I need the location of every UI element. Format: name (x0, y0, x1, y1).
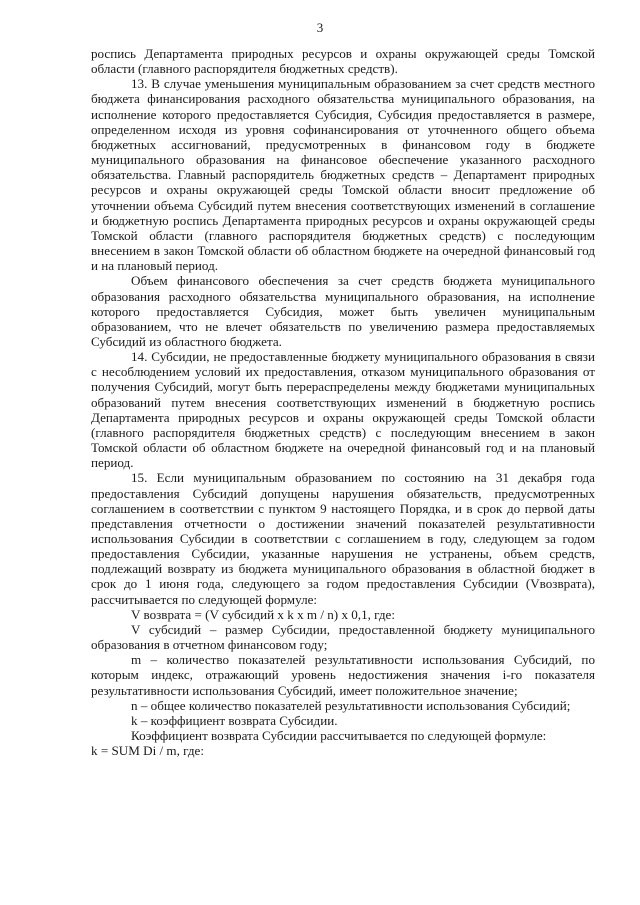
definition-v-subsidies: V субсидий – размер Субсидии, предоставленной бюджету муниципального образования в отчетном финансовом году; (91, 621, 595, 653)
paragraph-14: 14. Субсидии, не предоставленные бюджету муниципального образования в связи с несоблюдением условий их предоставления, отказом муниципального образования от получения Субсидий, могут быть перераспределены между бюджетами муниципальных образований путем внесения соответствующих изменений в бюджетную роспись Департамента природных ресурсов и охраны окружающей среды Томской области (главного распорядителя бюджетных средств) с последующим внесением в закон Томской области об областном бюджете на очередной финансовый год и на плановый период. (91, 349, 595, 471)
paragraph-15: 15. Если муниципальным образованием по состоянию на 31 декабря года предоставления Субсидий допущены нарушения обязательств, предусмотренных соглашением в соответствии с пунктом 9 настоящего Порядка, и в срок до первой даты представления отчетности о достижении значений показателей результативности использования Субсидии в соответствии с соглашением в году, следующем за годом предоставления Субсидии, указанные нарушения не устранены, объем средств, подлежащий возврату из бюджета муниципального образования в областной бюджет в срок до 1 июня года, следующего за годом предоставления Субсидии (Vвозврата), рассчитывается по следующей формуле: (91, 470, 595, 607)
paragraph-13: 13. В случае уменьшения муниципальным образованием за счет средств местного бюджета финансирования расходного обязательства муниципального образования, на исполнение которого предоставляется Субсидия, Субсидия предоставляется в размере, определенном исходя из уровня софинансирования от уточненного общего объема бюджетных ассигнований, предусмотренных в финансовом году в бюджете муниципального образования на финансовое обеспечение указанного расходного обязательства. Главный распорядитель бюджетных средств – Департамент природных ресурсов и охраны окружающей среды Томской области вносит предложение об уточнении объема Субсидий путем внесения соответствующих изменений в соглашение и бюджетную роспись Департамента природных ресурсов и охраны окружающей среды Томской области (главного распорядителя бюджетных средств) с последующим внесением в закон Томской области об областном бюджете на очередной финансовый год и на плановый период. (91, 76, 595, 274)
paragraph-financing-volume: Объем финансового обеспечения за счет средств бюджета муниципального образования расходного обязательства муниципального образования, на исполнение которого предоставляется Субсидия, может быть увеличен муниципальным образованием, что не влечет обязательств по увеличению размера предоставляемых Субсидий из областного бюджета. (91, 273, 595, 349)
definition-k: k – коэффициент возврата Субсидии. (131, 712, 338, 728)
definition-n: n – общее количество показателей результативности использования Субсидий; (131, 697, 571, 713)
formula-k: k = SUM Di / m, где: (91, 743, 204, 759)
formula-v-return: V возврата = (V субсидий x k x m / n) x 0,1, где: (131, 606, 396, 622)
page-number: 3 (316, 20, 324, 35)
coefficient-intro: Коэффициент возврата Субсидии рассчитывается по следующей формуле: (131, 728, 547, 744)
paragraph-continuation: роспись Департамента природных ресурсов и охраны окружающей среды Томской области (главного распорядителя бюджетных средств). (91, 46, 595, 77)
definition-m: m – количество показателей результативности использования Субсидий, по которым индекс, отражающий уровень недостижения значения i-го показателя результативности использования Субсидий, имеет положительное значение; (91, 652, 595, 698)
document-body (91, 46, 595, 758)
